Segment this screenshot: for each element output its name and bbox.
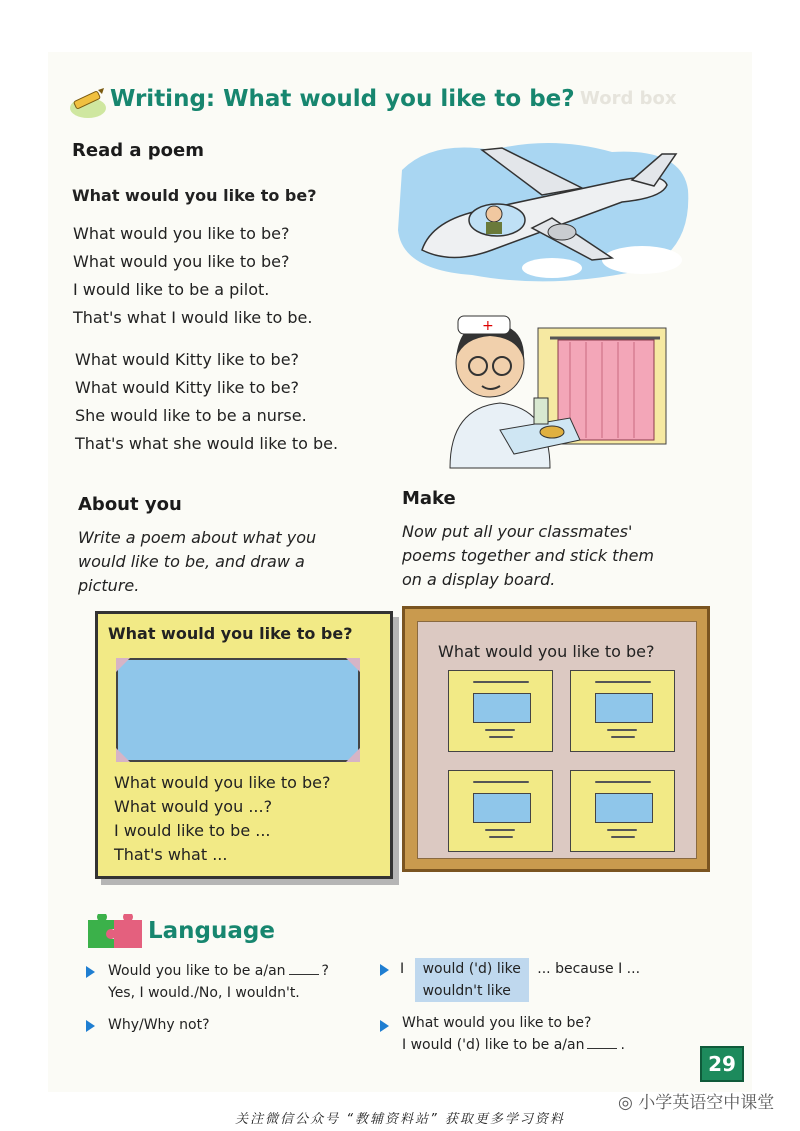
poem-line: What would Kitty like to be? <box>75 378 300 397</box>
watermark: ◎ 小学英语空中课堂 <box>618 1093 775 1113</box>
poem-line: What would Kitty like to be? <box>75 350 300 369</box>
pencil-book-icon <box>68 86 108 120</box>
answer-blank <box>289 974 319 975</box>
board-poem-card <box>448 670 553 752</box>
template-line: What would you like to be? <box>114 773 331 792</box>
template-card-title: What would you like to be? <box>108 624 353 643</box>
language-item-2: Why/Why not? <box>108 1017 210 1033</box>
language-item-3: I would ('d) like wouldn't like ... because I ... <box>400 958 640 1002</box>
poem-template-card <box>95 611 393 879</box>
language-item-1: Would you like to be a/an ? Yes, I would./No, I wouldn't. <box>108 963 329 1001</box>
about-you-heading: About you <box>78 494 182 515</box>
poem-title: What would you like to be? <box>72 186 317 205</box>
poem-stanza-2 <box>75 346 338 458</box>
make-heading: Make <box>402 488 456 509</box>
bullet-arrow-icon <box>380 964 389 976</box>
verb-options: would ('d) like wouldn't like <box>415 958 529 1002</box>
picture-frame <box>116 658 360 762</box>
board-poem-card <box>570 770 675 852</box>
about-you-text: Write a poem about what you would like to be, and draw a picture. <box>78 528 317 595</box>
page-number: 29 <box>700 1046 744 1082</box>
wechat-icon: ◎ <box>618 1093 633 1113</box>
answer-blank <box>587 1048 617 1049</box>
poem-line: She would like to be a nurse. <box>75 406 307 425</box>
board-poem-card <box>570 670 675 752</box>
bullet-arrow-icon <box>86 966 95 978</box>
board-title: What would you like to be? <box>438 642 655 661</box>
page-title: Writing: What would you like to be? <box>110 86 575 112</box>
template-line: I would like to be ... <box>114 821 271 840</box>
svg-text:+: + <box>482 318 494 334</box>
word-box-ghost-text: Word box <box>580 88 677 109</box>
language-heading: Language <box>148 918 275 944</box>
puzzle-pieces-icon <box>84 914 144 950</box>
poem-line: That's what she would like to be. <box>75 434 339 453</box>
display-board <box>402 606 710 872</box>
template-lines <box>114 771 330 867</box>
poem-line: That's what I would like to be. <box>73 308 313 327</box>
template-line: What would you ...? <box>114 797 273 816</box>
bullet-arrow-icon <box>86 1020 95 1032</box>
language-item-4: What would you like to be? I would ('d) like to be a/an . <box>402 1015 625 1053</box>
poem-stanza-1 <box>73 220 312 332</box>
make-text: Now put all your classmates' poems together and stick them on a display board. <box>402 522 655 589</box>
read-poem-heading: Read a poem <box>72 140 204 161</box>
poem-line: I would like to be a pilot. <box>73 280 270 299</box>
template-line: That's what ... <box>114 845 228 864</box>
poem-line: What would you like to be? <box>73 252 290 271</box>
footer-text: 关注微信公众号 “教辅资料站” 获取更多学习资料 <box>235 1112 565 1127</box>
nurse-illustration <box>430 308 670 473</box>
poem-line: What would you like to be? <box>73 224 290 243</box>
pilot-plane-illustration <box>392 140 692 290</box>
bullet-arrow-icon <box>380 1020 389 1032</box>
cork-board <box>417 621 697 859</box>
board-poem-card <box>448 770 553 852</box>
